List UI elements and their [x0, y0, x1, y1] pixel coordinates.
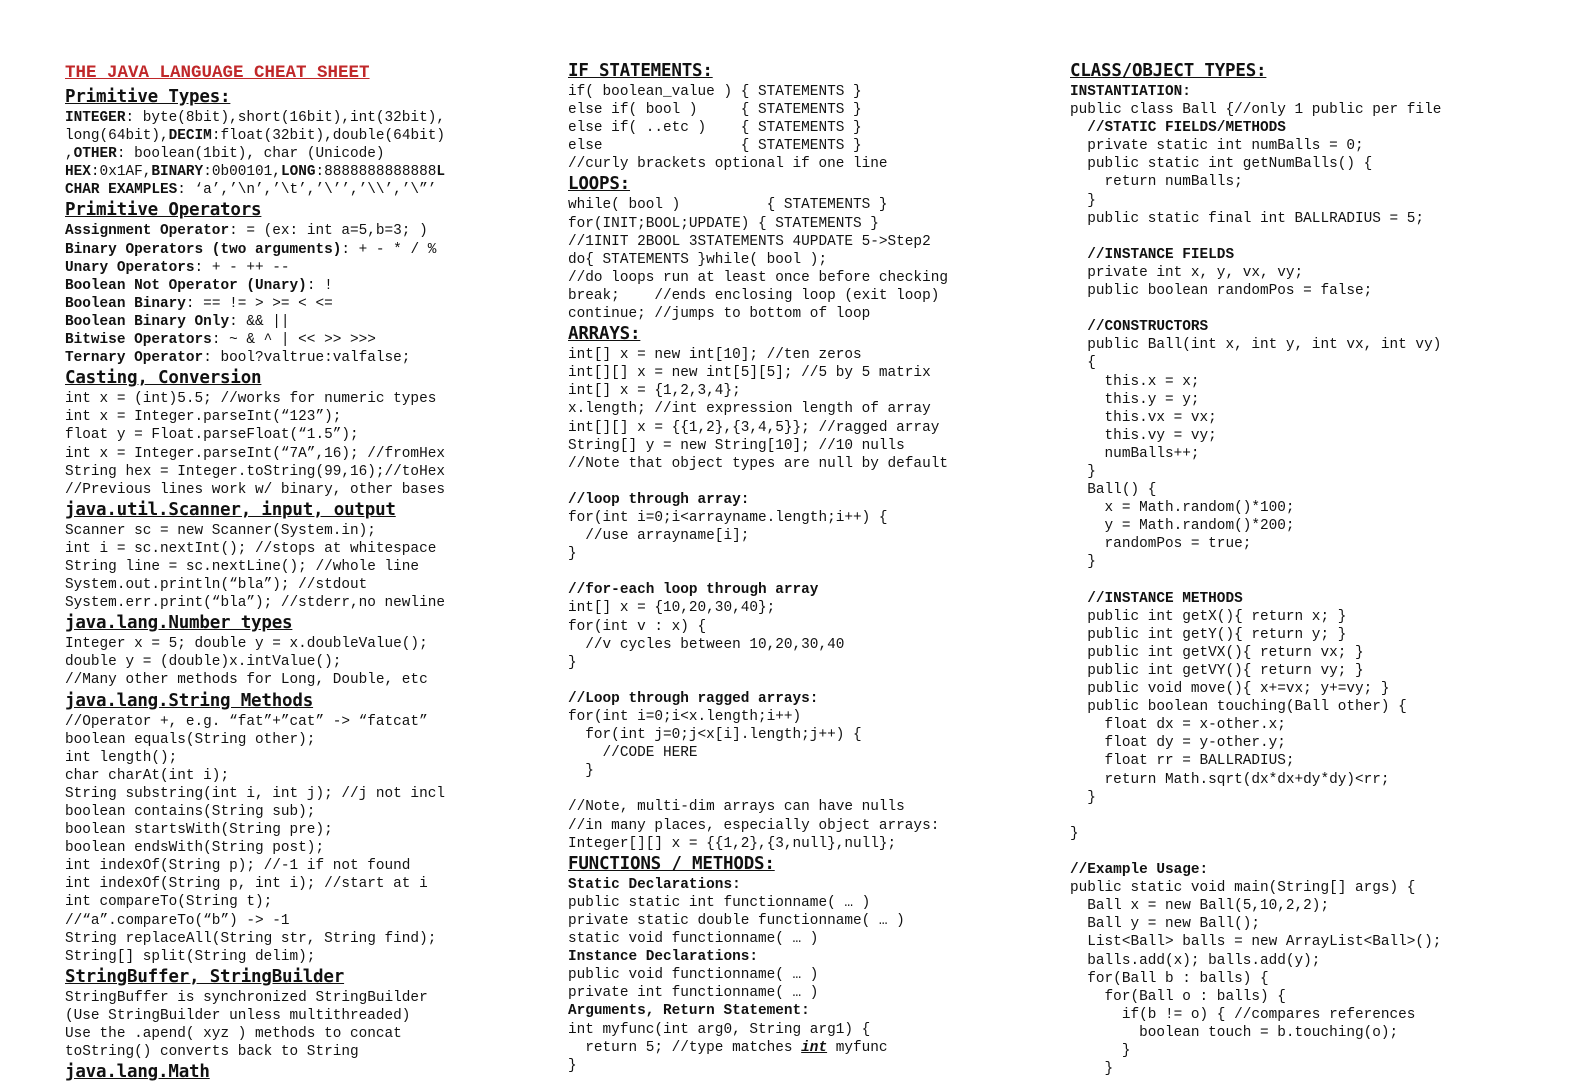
code-line: else if( bool ) { STATEMENTS }: [568, 102, 862, 119]
code-line: this.vy = vy;: [1070, 427, 1217, 444]
code-block-string: [65, 713, 555, 966]
code-line: int[] x = {1,2,3,4};: [568, 383, 741, 400]
text-line: [65, 222, 555, 240]
code-line: //v cycles between 10,20,30,40: [568, 636, 845, 653]
code-block-instance-fields: [1070, 264, 1570, 318]
blank-line: [568, 563, 1058, 581]
code-line: //use arrayname[i];: [568, 528, 750, 545]
code-line: int[][] x = {{1,2},{3,4,5}}; //ragged array: [568, 419, 940, 436]
section-string-methods: java.lang.String Methods: [65, 690, 314, 711]
code-line: int indexOf(String p, int i); //start at i: [65, 876, 428, 893]
text: : ~ & ^ | << >> >>>: [211, 332, 376, 349]
section-casting: Casting, Conversion: [65, 368, 262, 389]
comment-heading: //INSTANCE METHODS: [1070, 590, 1243, 607]
column-right: [1070, 60, 1570, 1078]
code-line: Integer[][] x = {{1,2},{3,null},null};: [568, 835, 897, 852]
text-emphasis: int: [801, 1039, 828, 1056]
section-functions: FUNCTIONS / METHODS:: [568, 853, 775, 874]
text-line: [65, 295, 555, 313]
code-block-static: [568, 894, 1058, 948]
code-block-ragged: [568, 708, 1058, 780]
text: : = (ex: int a=5,b=3; ): [229, 223, 428, 240]
code-line: //Previous lines work w/ binary, other bases: [65, 481, 445, 498]
code-line: float dx = x-other.x;: [1070, 717, 1286, 734]
code-line: for(Ball b : balls) {: [1070, 970, 1269, 987]
code-line: [1070, 843, 1570, 861]
code-line: for(int i=0;i<x.length;i++): [568, 709, 802, 725]
code-line: boolean endsWith(String post);: [65, 840, 325, 857]
code-line: StringBuffer is synchronized StringBuilder: [65, 989, 428, 1006]
code-line: float y = Float.parseFloat(“1.5”);: [65, 427, 359, 444]
page-title: THE JAVA LANGUAGE CHEAT SHEET: [65, 63, 370, 83]
code-line: //curly brackets optional if one line: [568, 156, 888, 173]
code-line: boolean startsWith(String pre);: [65, 822, 333, 839]
code-line: for(Ball o : balls) {: [1070, 988, 1286, 1005]
section-primitive-types: Primitive Types:: [65, 87, 231, 107]
section-number-types: java.lang.Number types: [65, 613, 293, 634]
text-bold: BINARY: [151, 164, 204, 181]
text-line: [65, 241, 555, 259]
text: long(64bit),: [65, 128, 169, 145]
text-bold: Boolean Binary Only: [65, 313, 230, 330]
code-block-constructors: [1070, 336, 1570, 589]
text-line: [65, 109, 555, 127]
text-line: [65, 259, 555, 277]
code-line: int[] x = {10,20,30,40};: [568, 600, 776, 617]
code-line: toString() converts back to String: [65, 1044, 359, 1061]
code-line: return Math.sqrt(dx*dx+dy*dy)<rr;: [1070, 771, 1390, 788]
text-line: [65, 145, 555, 163]
code-line: }: [1070, 1061, 1114, 1078]
code-line: //in many places, especially object arrays:: [568, 817, 940, 834]
comment-heading: //Example Usage:: [1070, 862, 1209, 879]
code-line: float rr = BALLRADIUS;: [1070, 753, 1295, 770]
text: : !: [306, 277, 333, 294]
code-line: int myfunc(int arg0, String arg1) {: [568, 1021, 871, 1038]
code-line: int[][] x = new int[5][5]; //5 by 5 matrix: [568, 365, 931, 382]
code-line: public Ball(int x, int y, int vx, int vy): [1070, 337, 1442, 354]
code-block-usage: [1070, 879, 1570, 1078]
code-line: Ball y = new Ball();: [1070, 916, 1260, 933]
code-line: static void functionname( … ): [568, 931, 819, 948]
code-line: }: [568, 1057, 577, 1074]
section-stringbuffer: StringBuffer, StringBuilder: [65, 966, 345, 987]
text-bold: Binary Operators (two arguments): [65, 241, 342, 258]
code-block-casting: [65, 390, 555, 499]
code-line: float dy = y-other.y;: [1070, 735, 1286, 752]
comment-heading: //INSTANCE FIELDS: [1070, 246, 1235, 263]
section-primitive-operators: Primitive Operators: [65, 200, 262, 221]
code-line: int length();: [65, 749, 178, 766]
code-line: int x = (int)5.5; //works for numeric types: [65, 391, 437, 408]
code-line: String substring(int i, int j); //j not incl: [65, 785, 445, 802]
code-line: boolean equals(String other);: [65, 731, 316, 748]
comment-heading: //STATIC FIELDS/METHODS: [1070, 120, 1286, 137]
text-line: [65, 331, 555, 349]
code-line: //“a”.compareTo(“b”) -> -1: [65, 912, 290, 929]
code-line: //Note that object types are null by default: [568, 455, 948, 472]
code-line: System.err.print(“bla”); //stderr,no newline: [65, 595, 445, 612]
subheading-instance: Instance Declarations:: [568, 949, 758, 966]
code-line: public static final int BALLRADIUS = 5;: [1070, 210, 1425, 227]
subheading-args: Arguments, Return Statement:: [568, 1003, 810, 1020]
text-bold: Unary Operators: [65, 259, 195, 276]
code-block-if: [568, 83, 1058, 173]
code-line: //Many other methods for Long, Double, etc: [65, 672, 428, 689]
code-line: [1070, 300, 1570, 318]
code-line: double y = (double)x.intValue();: [65, 654, 342, 671]
code-line: [1070, 228, 1570, 246]
code-line: for(int i=0;i<arrayname.length;i++) {: [568, 509, 888, 526]
code-line: //do loops run at least once before checking: [568, 269, 948, 286]
code-line: if(b != o) { //compares references: [1070, 1006, 1416, 1023]
code-line: }: [1070, 825, 1079, 842]
code-block-foreach: [568, 599, 1058, 671]
code-line: private int x, y, vx, vy;: [1070, 264, 1304, 281]
text: myfunc: [827, 1039, 888, 1056]
code-line: public static int functionname( … ): [568, 894, 871, 911]
text-line: [65, 277, 555, 295]
code-block-number: [65, 635, 555, 689]
text-bold: L: [436, 164, 446, 181]
code-line: }: [1070, 554, 1096, 571]
code-block-arrays: [568, 346, 1058, 473]
text-bold: Boolean Binary: [65, 295, 186, 312]
code-block-static-fields: [1070, 137, 1570, 246]
code-block-loop-array: [568, 509, 1058, 563]
code-line: this.vx = vx;: [1070, 409, 1217, 426]
code-line: }: [568, 546, 577, 563]
blank-line: [568, 473, 1058, 491]
code-line: //CODE HERE: [568, 745, 698, 762]
code-line: Ball x = new Ball(5,10,2,2);: [1070, 898, 1330, 915]
code-line: boolean touch = b.touching(o);: [1070, 1024, 1399, 1041]
code-line: public static int getNumBalls() {: [1070, 156, 1373, 173]
code-block-scanner: [65, 522, 555, 612]
section-loops: LOOPS:: [568, 174, 631, 195]
code-line: break; //ends enclosing loop (exit loop): [568, 287, 940, 304]
text: :0x1AF,: [90, 164, 152, 181]
text: ,: [65, 146, 74, 163]
code-line: int i = sc.nextInt(); //stops at whitespace: [65, 540, 437, 557]
text-bold: CHAR EXAMPLES: [65, 182, 178, 199]
code-line: public boolean randomPos = false;: [1070, 283, 1373, 300]
section-if-statements: IF STATEMENTS:: [568, 61, 713, 81]
code-line: String hex = Integer.toString(99,16);//toHex: [65, 463, 445, 480]
text-bold: HEX: [65, 164, 91, 181]
blank-line: [568, 672, 1058, 690]
text: : + - * / %: [341, 241, 437, 258]
code-line: public void functionname( … ): [568, 967, 819, 984]
comment-heading: //for-each loop through array: [568, 582, 819, 599]
code-line: String line = sc.nextLine(); //whole line: [65, 558, 420, 575]
code-line: public int getX(){ return x; }: [1070, 608, 1347, 625]
code-line: do{ STATEMENTS }while( bool );: [568, 251, 828, 268]
code-line: }: [1070, 192, 1096, 209]
code-line: public int getY(){ return y; }: [1070, 626, 1347, 643]
code-block-loops: [568, 196, 1058, 323]
code-line: //Note, multi-dim arrays can have nulls: [568, 799, 905, 816]
text: : byte(8bit),short(16bit),int(32bit),: [125, 110, 445, 126]
code-line: for(int v : x) {: [568, 618, 707, 635]
code-line: public static void main(String[] args) {: [1070, 880, 1416, 897]
code-block-note: [568, 798, 1058, 852]
comment-heading: //Loop through ragged arrays:: [568, 690, 819, 707]
code-line: }: [1070, 1042, 1131, 1059]
code-line: Scanner sc = new Scanner(System.in);: [65, 522, 376, 539]
code-line: //1INIT 2BOOL 3STATEMENTS 4UPDATE 5->Step2: [568, 233, 931, 250]
section-math: java.lang.Math: [65, 1062, 210, 1083]
code-line: [1070, 572, 1570, 590]
code-line: }: [1070, 789, 1096, 806]
code-line: }: [1070, 463, 1096, 480]
code-line: for(INIT;BOOL;UPDATE) { STATEMENTS }: [568, 215, 879, 232]
blank-line: [568, 780, 1058, 798]
text-line: [65, 181, 555, 199]
code-line: public boolean touching(Ball other) {: [1070, 699, 1407, 716]
code-line: private static double functionname( … ): [568, 912, 905, 929]
code-line: x.length; //int expression length of array: [568, 401, 931, 418]
section-scanner: java.util.Scanner, input, output: [65, 499, 396, 520]
code-block-instance-methods: [1070, 608, 1570, 861]
section-arrays: ARRAYS:: [568, 324, 641, 345]
code-line: this.y = y;: [1070, 391, 1200, 408]
text-line: [65, 349, 555, 367]
code-line: int compareTo(String t);: [65, 894, 273, 911]
text-line: [65, 313, 555, 331]
code-line: public class Ball {//only 1 public per file: [1070, 102, 1442, 119]
code-line: System.out.println(“bla”); //stdout: [65, 577, 368, 594]
text-bold: Boolean Not Operator (Unary): [65, 277, 307, 294]
text: : && ||: [229, 313, 290, 330]
code-block-instance: [568, 966, 1058, 1002]
text-bold: INTEGER: [65, 110, 126, 126]
code-line: continue; //jumps to bottom of loop: [568, 306, 871, 323]
code-line: }: [568, 763, 594, 780]
code-line: y = Math.random()*200;: [1070, 518, 1295, 535]
comment-heading: //CONSTRUCTORS: [1070, 319, 1209, 336]
code-line: if( boolean_value ) { STATEMENTS }: [568, 84, 862, 100]
code-line: else { STATEMENTS }: [568, 138, 862, 155]
text: : bool?valtrue:valfalse;: [203, 350, 411, 367]
code-line: (Use StringBuilder unless multithreaded): [65, 1007, 411, 1024]
code-line: String[] y = new String[10]; //10 nulls: [568, 437, 905, 454]
text-bold: Ternary Operator: [65, 350, 204, 367]
text-bold: DECIM: [168, 128, 212, 145]
code-line: //Operator +, e.g. “fat”+”cat” -> “fatcat”: [65, 713, 428, 730]
text: : + - ++ --: [194, 259, 290, 276]
text-bold: Bitwise Operators: [65, 332, 212, 349]
code-line: {: [1070, 355, 1096, 372]
section-class-object-types: CLASS/OBJECT TYPES:: [1070, 61, 1267, 81]
code-line: int[] x = new int[10]; //ten zeros: [568, 347, 862, 364]
text: : ‘a’,’\n’,’\t’,’\’’,’\\’,’\”’: [177, 182, 437, 199]
code-line: int x = Integer.parseInt(“123”);: [65, 409, 342, 426]
code-line: numBalls++;: [1070, 445, 1200, 462]
code-line: public int getVY(){ return vy; }: [1070, 663, 1364, 679]
code-line: Integer x = 5; double y = x.doubleValue();: [65, 636, 428, 653]
text: return 5; //type matches: [568, 1039, 802, 1056]
text: :0b00101,: [203, 164, 281, 181]
code-line: else if( ..etc ) { STATEMENTS }: [568, 120, 862, 137]
code-line: int x = Integer.parseInt(“7A”,16); //fromHex: [65, 445, 445, 462]
code-line: [1070, 807, 1570, 825]
code-block-buffer: [65, 989, 555, 1061]
code-line: private static int numBalls = 0;: [1070, 138, 1364, 155]
subheading-instantiation: INSTANTIATION:: [1070, 84, 1191, 100]
code-line: int indexOf(String p); //-1 if not found: [65, 858, 411, 875]
code-line: String[] split(String delim);: [65, 948, 316, 965]
code-line: for(int j=0;j<x[i].length;j++) {: [568, 727, 862, 744]
code-line: public int getVX(){ return vx; }: [1070, 644, 1364, 661]
code-line: this.x = x;: [1070, 373, 1200, 390]
text-line: [65, 163, 555, 181]
code-line: char charAt(int i);: [65, 767, 230, 784]
code-line: randomPos = true;: [1070, 536, 1252, 553]
column-left: [65, 60, 555, 1084]
comment-heading: //loop through array:: [568, 491, 750, 508]
code-line: List<Ball> balls = new ArrayList<Ball>();: [1070, 934, 1442, 951]
text-bold: OTHER: [73, 146, 117, 163]
text: : boolean(1bit), char (Unicode): [116, 146, 385, 163]
code-line: Use the .apend( xyz ) methods to concat: [65, 1026, 402, 1043]
column-middle: [568, 60, 1058, 1075]
code-line: balls.add(x); balls.add(y);: [1070, 952, 1321, 969]
code-line: boolean contains(String sub);: [65, 804, 316, 820]
code-line: return numBalls;: [1070, 174, 1243, 191]
text: :8888888888888: [315, 164, 437, 181]
code-line: public void move(){ x+=vx; y+=vy; }: [1070, 681, 1390, 698]
code-line: private int functionname( … ): [568, 985, 819, 1002]
code-line: Ball() {: [1070, 482, 1157, 499]
code-line: }: [568, 654, 577, 671]
subheading-static: Static Declarations:: [568, 876, 741, 893]
code-line: x = Math.random()*100;: [1070, 500, 1295, 517]
code-line: while( bool ) { STATEMENTS }: [568, 197, 888, 214]
text-bold: Assignment Operator: [65, 223, 230, 240]
code-line: String replaceAll(String str, String find);: [65, 930, 437, 947]
text: : == != > >= < <=: [185, 295, 333, 312]
text: :float(32bit),double(64bit): [211, 128, 445, 145]
text-bold: LONG: [280, 164, 316, 181]
code-line: [568, 1039, 1058, 1057]
text-line: [65, 127, 555, 145]
